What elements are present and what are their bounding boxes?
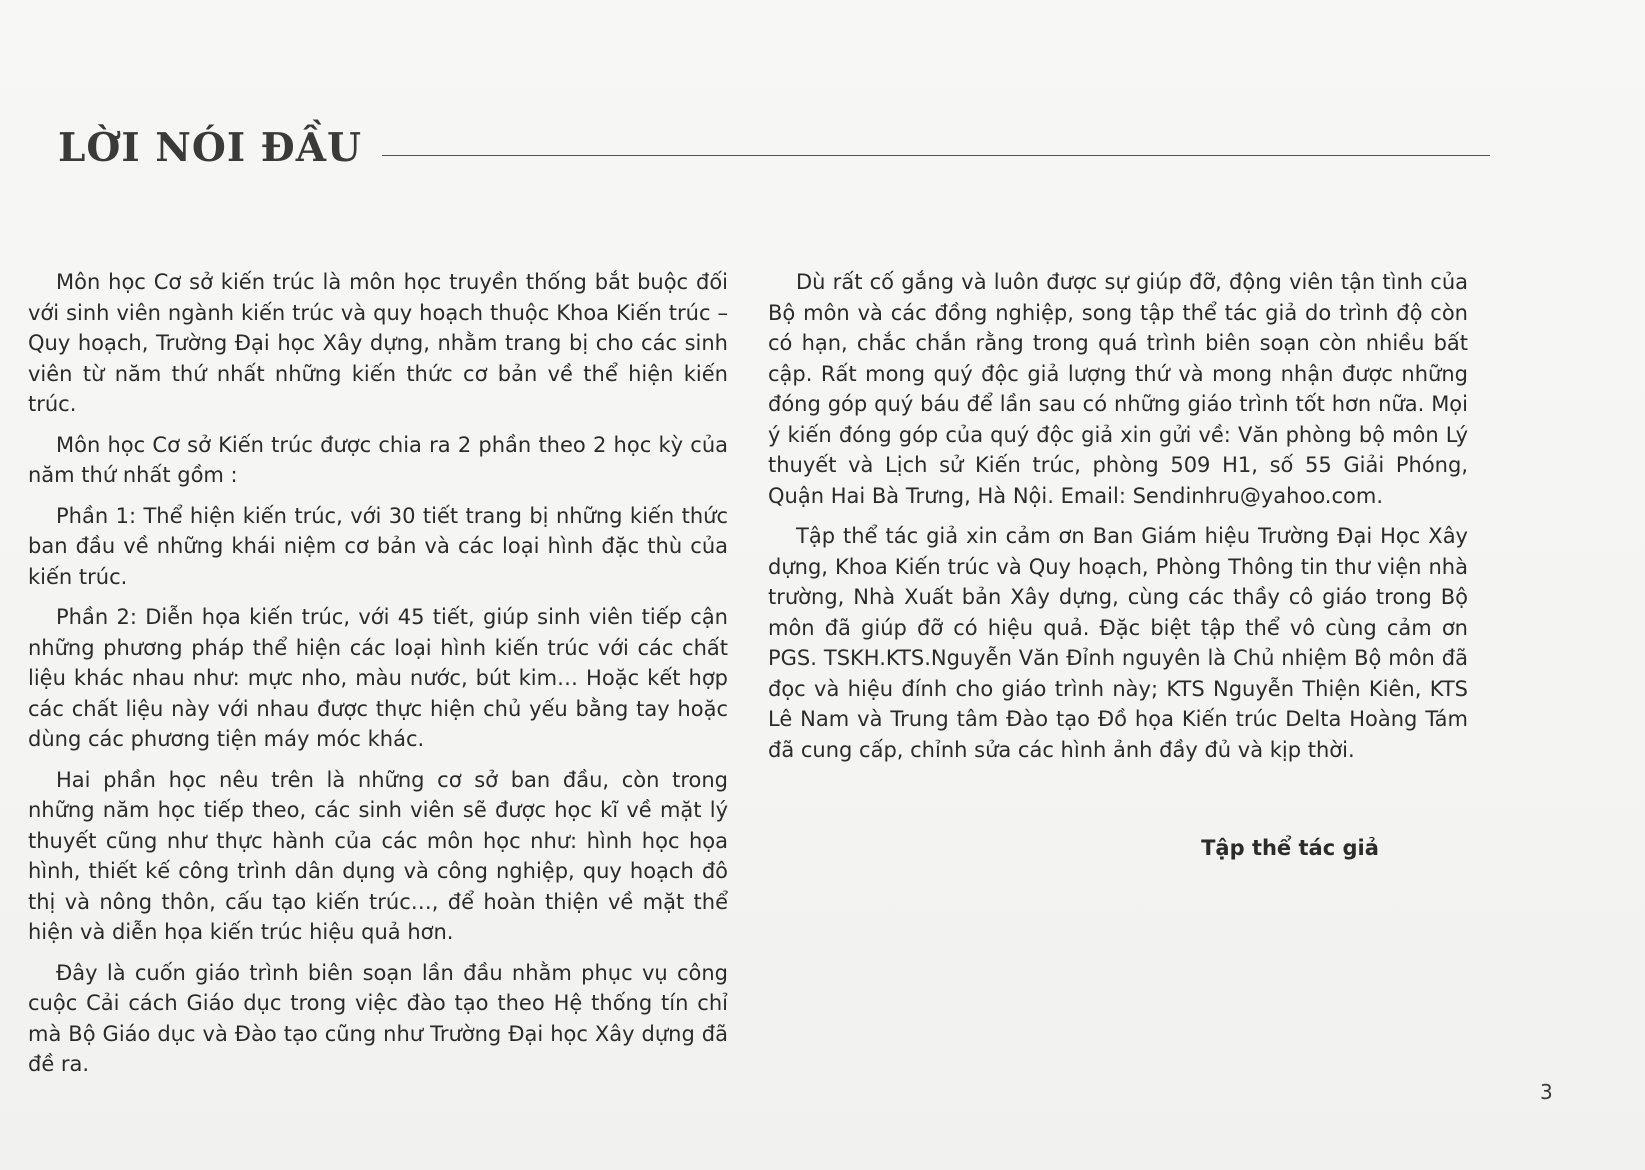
paragraph: Hai phần học nêu trên là những cơ sở ban đầu, còn trong những năm học tiếp theo, các sinh viên sẽ được học kĩ về mặt lý thuyết cũng như thực hành của các môn học như: hình học họa hình, thiết kế công trình dân dụng và công nghiệp, quy hoạch đô thị và nông thôn, cấu tạo kiến trúc…, để hoàn thiện về mặt thể hiện và diễn họa kiến trúc hiệu quả hơn. [28,767,728,944]
paragraph: Đây là cuốn giáo trình biên soạn lần đầu nhằm phục vụ công cuộc Cải cách Giáo dục trong việc đào tạo theo Hệ thống tín chỉ mà Bộ Giáo dục và Đào tạo cũng như Trường Đại học Xây dựng đã đề ra. [28,960,728,1076]
paragraph: Tập thể tác giả xin cảm ơn Ban Giám hiệu Trường Đại Học Xây dựng, Khoa Kiến trúc và Quy hoạch, Phòng Thông tin thư viện nhà trường, Nhà Xuất bản Xây dựng, cùng các thầy cô giáo trong Bộ môn đã giúp đỡ có hiệu quả. Đặc biệt tập thể vô cùng cảm ơn PGS. TSKH.KTS.Nguyễn Văn Đỉnh nguyên là Chủ nhiệm Bộ môn đã đọc và hiệu đính cho giáo trình này; KTS Nguyễn Thiện Kiên, KTS Lê Nam và Trung tâm Đào tạo Đồ họa Kiến trúc Delta Hoàng Tám đã cung cấp, chỉnh sửa các hình ảnh đầy đủ và kịp thời. [768,524,1468,762]
left-column [28,267,728,1090]
page-number: 3 [1540,1080,1553,1104]
paragraph: Môn học Cơ sở kiến trúc là môn học truyền thống bắt buộc đối với sinh viên ngành kiến trúc và quy hoạch thuộc Khoa Kiến trúc – Quy hoạch, Trường Đại học Xây dựng, nhằm trang bị cho các sinh viên từ năm thứ nhất những kiến thức cơ bản về thể hiện kiến trúc. [28,270,728,416]
signature: Tập thể tác giả [1201,836,1379,860]
paragraph: Dù rất cố gắng và luôn được sự giúp đỡ, động viên tận tình của Bộ môn và các đồng nghiệp, song tập thể tác giả do trình độ còn có hạn, chắc chắn rằng trong quá trình biên soạn còn nhiều bất cập. Rất mong quý độc giả lượng thứ và mong nhận được những đóng góp quý báu để lần sau có những giáo trình tốt hơn nữa. Mọi ý kiến đóng góp của quý độc giả xin gửi về: Văn phòng bộ môn Lý thuyết và Lịch sử Kiến trúc, phòng 509 H1, số 55 Giải Phóng, Quận Hai Bà Trưng, Hà Nội. Email: Sendinhru@yahoo.com. [768,270,1468,508]
paragraph: Phần 1: Thể hiện kiến trúc, với 30 tiết trang bị những kiến thức ban đầu về những khái niệm cơ bản và các loại hình đặc thù của kiến trúc. [28,503,728,589]
paragraph: Phần 2: Diễn họa kiến trúc, với 45 tiết, giúp sinh viên tiếp cận những phương pháp thể hiện các loại hình kiến trúc với các chất liệu khác nhau như: mực nho, màu nước, bút kim… Hoặc kết hợp các chất liệu này với nhau được thực hiện chủ yếu bằng tay hoặc dùng các phương tiện máy móc khác. [28,605,728,751]
right-column [768,267,1468,775]
page-title: LỜI NÓI ĐẦU [58,125,363,171]
heading-rule [382,155,1490,156]
paragraph: Môn học Cơ sở Kiến trúc được chia ra 2 phần theo 2 học kỳ của năm thứ nhất gồm : [28,432,728,487]
heading-row [58,118,1490,178]
